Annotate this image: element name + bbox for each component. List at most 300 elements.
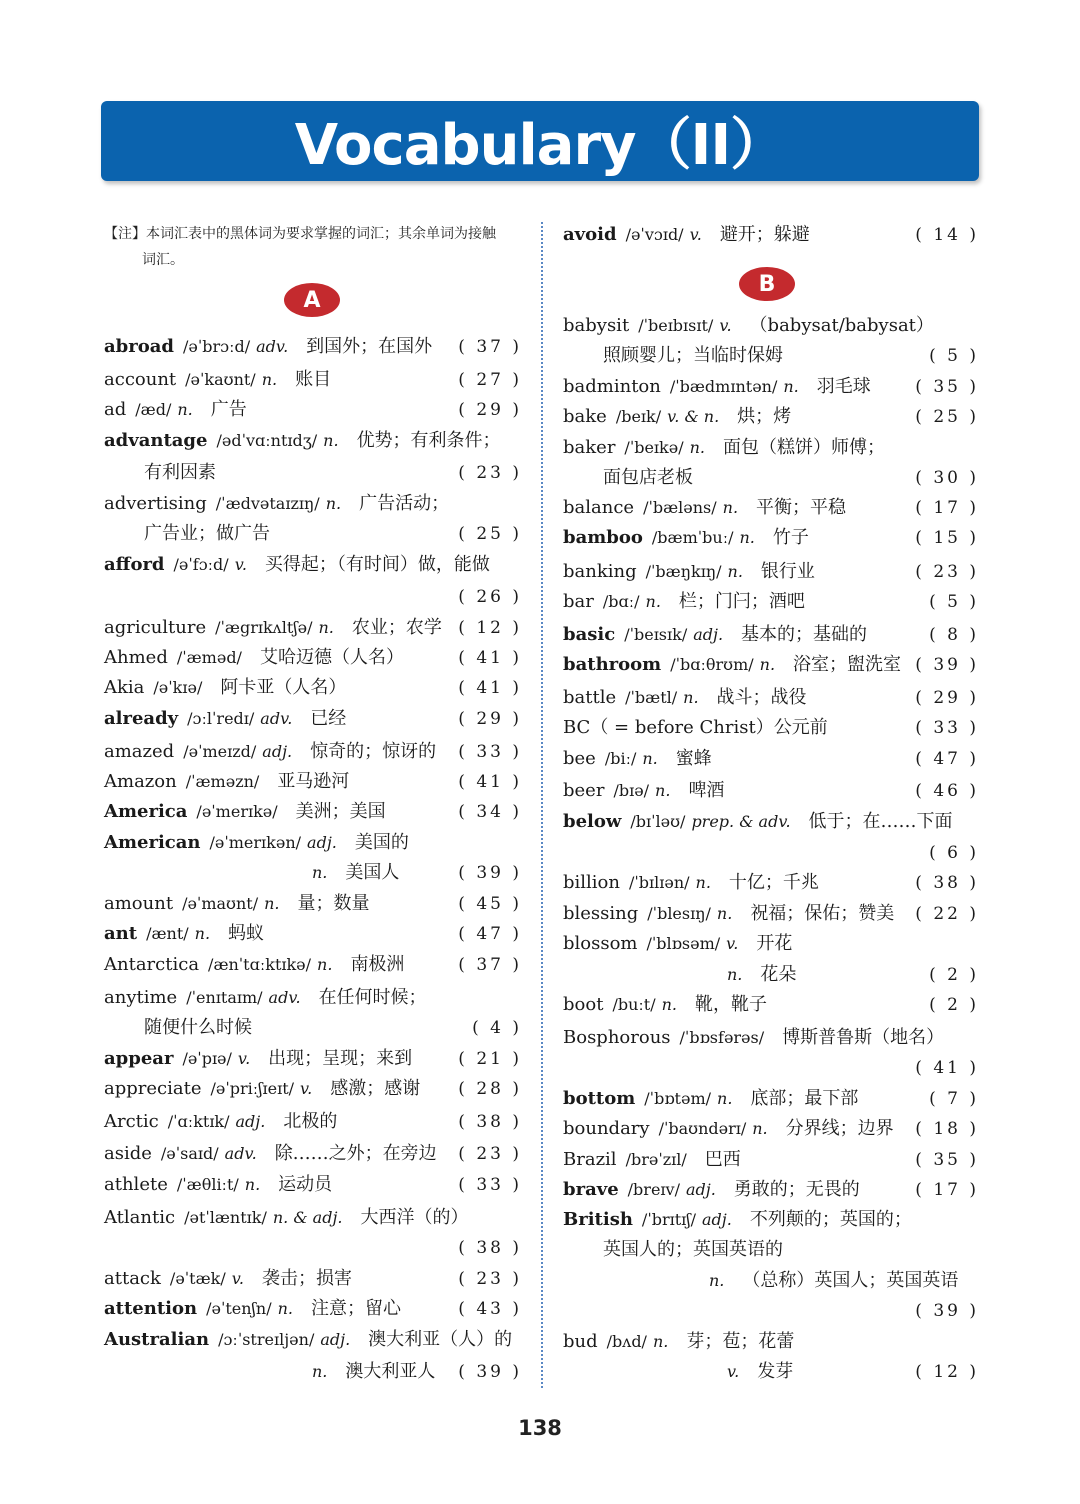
vocab-row (563, 493, 979, 523)
vocab-row (104, 828, 522, 858)
vocab-part-of-speech: adj. (685, 1180, 716, 1199)
vocab-page-ref: ( 14 ) (915, 225, 979, 245)
vocab-phonetic: /ˈbætl/ (625, 688, 678, 707)
vocab-phonetic: /bɪˈləʊ/ (630, 812, 686, 831)
vocab-phonetic: /ˈbeɪbɪsɪt/ (638, 316, 714, 335)
vocab-word: already (104, 708, 179, 729)
vocab-page-ref: ( 35 ) (915, 377, 979, 397)
vocab-part-of-speech: adv. (256, 337, 289, 356)
vocab-part-of-speech: adj. (693, 625, 724, 644)
vocab-part-of-speech: adv. (224, 1144, 257, 1163)
vocab-page-ref: ( 29 ) (458, 400, 522, 420)
vocab-meaning: 蜜蜂 (675, 748, 712, 769)
vocab-part-of-speech: n. (642, 749, 658, 768)
vocab-phonetic: /æd/ (135, 400, 172, 419)
vocab-phonetic: /ænˈtɑːktɪkə/ (208, 955, 312, 974)
vocab-meaning: 开花 (756, 933, 793, 954)
vocab-word: bathroom (563, 654, 662, 675)
vocab-meaning: 在任何时候； (318, 987, 427, 1008)
vocab-row (563, 1266, 979, 1296)
vocab-page-ref: ( 17 ) (915, 1180, 979, 1200)
vocab-word: amazed (104, 741, 175, 762)
vocab-page-ref: ( 25 ) (915, 407, 979, 427)
vocab-word: avoid (563, 224, 617, 245)
vocab-word: blossom (563, 933, 638, 954)
vocab-word: advantage (104, 430, 208, 451)
vocab-row (563, 372, 979, 402)
vocab-page-ref: ( 4 ) (472, 1018, 522, 1038)
vocab-phonetic: /əˈtæk/ (169, 1269, 226, 1288)
vocab-part-of-speech: n. (759, 655, 776, 674)
vocab-phonetic: /biː/ (604, 749, 637, 768)
vocab-page-ref: ( 23 ) (458, 463, 522, 483)
vocab-part-of-speech: n. (655, 781, 671, 800)
vocab-meaning: 基本的；基础的 (741, 624, 868, 645)
vocab-phonetic: /ˈæməzn/ (185, 772, 260, 791)
vocab-page-ref: ( 6 ) (929, 843, 979, 863)
vocab-page-ref: ( 7 ) (929, 1089, 979, 1109)
vocab-phonetic: /əˈkaʊnt/ (185, 370, 256, 389)
vocab-page-ref: ( 25 ) (458, 524, 522, 544)
vocab-row (104, 950, 522, 980)
vocab-part-of-speech: n. (652, 1332, 669, 1351)
vocab-page-ref: ( 18 ) (915, 1119, 979, 1139)
vocab-meaning: 美国人 (345, 862, 400, 883)
vocab-word: afford (104, 554, 165, 575)
vocab-word: beer (563, 780, 605, 801)
vocab-meaning: 美国的 (354, 832, 409, 853)
vocab-part-of-speech: n. & adj. (272, 1208, 343, 1227)
vocab-row (563, 1175, 979, 1205)
vocab-meaning-continued: 广告业；做广告 (144, 523, 270, 544)
vocab-word: bake (563, 406, 607, 427)
vocab-page-ref: ( 26 ) (458, 587, 522, 607)
vocab-meaning: 面包（糕饼）师傅； (722, 437, 885, 458)
vocab-row (104, 1170, 522, 1200)
vocab-meaning: 美洲；美国 (295, 801, 386, 822)
vocab-word: attention (104, 1298, 198, 1319)
vocab-row (104, 1139, 522, 1169)
vocab-meaning: 南极洲 (350, 954, 405, 975)
page-number: 138 (518, 1416, 562, 1440)
vocab-row (104, 704, 522, 734)
vocab-word: baker (563, 437, 616, 458)
vocab-meaning: 花朵 (760, 964, 797, 985)
vocab-row (104, 426, 522, 456)
vocab-part-of-speech: prep. & adv. (691, 812, 791, 831)
vocab-phonetic: /ˈbædmɪntən/ (669, 377, 778, 396)
vocab-meaning: （总称）英国人；英国英语 (742, 1270, 959, 1291)
vocab-page-ref: ( 30 ) (915, 468, 979, 488)
vocab-phonetic: /əˈmeɪzd/ (183, 742, 257, 761)
vocab-phonetic: /ˈblesɪŋ/ (647, 904, 711, 923)
vocab-page-ref: ( 23 ) (458, 1144, 522, 1164)
vocab-phonetic: /əˈpɪə/ (182, 1049, 232, 1068)
vocab-phonetic: /ˈbrɪtɪʃ/ (641, 1210, 696, 1229)
vocab-part-of-speech: n. (727, 562, 743, 581)
vocab-row (104, 767, 522, 797)
vocab-row (104, 519, 522, 549)
vocab-row (563, 1235, 979, 1265)
vocab-part-of-speech: n. (739, 528, 755, 547)
vocab-row (104, 919, 522, 949)
vocab-word: Antarctica (104, 954, 200, 975)
vocab-page-ref: ( 29 ) (915, 688, 979, 708)
vocab-part-of-speech: n. (661, 995, 677, 1014)
vocab-meaning: 北极的 (283, 1111, 338, 1132)
vocab-part-of-speech: n. (244, 1175, 261, 1194)
vocab-page-ref: ( 27 ) (458, 370, 522, 390)
vocab-meaning: 浴室；盥洗室 (793, 654, 902, 675)
vocab-word: Akia (104, 677, 145, 698)
vocab-phonetic: /əˈfɔːd/ (173, 555, 229, 574)
vocab-word: appear (104, 1048, 174, 1069)
vocab-meaning: 澳大利亚（人）的 (368, 1329, 513, 1350)
vocab-phonetic: /ədˈvɑːntɪdʒ/ (216, 431, 318, 450)
vocab-word: boot (563, 994, 604, 1015)
vocab-meaning: 低于；在……下面 (808, 811, 953, 832)
vocab-part-of-speech: v. (727, 1362, 740, 1381)
column-divider (541, 222, 543, 1388)
vocab-meaning: 羽毛球 (816, 376, 871, 397)
vocab-meaning: （babysat/babysat） (749, 315, 934, 336)
vocab-page-ref: ( 34 ) (458, 802, 522, 822)
vocab-row (104, 1233, 522, 1263)
vocab-page-ref: ( 39 ) (915, 655, 979, 675)
vocab-page-ref: ( 38 ) (915, 873, 979, 893)
vocab-page-ref: ( 12 ) (458, 618, 522, 638)
vocab-phonetic: /buːt/ (612, 995, 656, 1014)
vocab-meaning: 底部；最下部 (750, 1088, 859, 1109)
vocab-phonetic: /bɪə/ (613, 781, 650, 800)
vocab-meaning: 勇敢的；无畏的 (733, 1179, 860, 1200)
vocab-row (104, 395, 522, 425)
page-title: Vocabulary（II） (294, 113, 786, 178)
vocab-part-of-speech: adj. (702, 1210, 732, 1229)
vocab-page-ref: ( 37 ) (458, 955, 522, 975)
vocab-page-ref: ( 23 ) (915, 562, 979, 582)
vocab-page-ref: ( 41 ) (458, 648, 522, 668)
vocab-row (104, 889, 522, 919)
vocab-meaning: 到国外；在国外 (306, 336, 433, 357)
vocab-page-ref: ( 38 ) (458, 1112, 522, 1132)
vocab-word: anytime (104, 987, 178, 1008)
vocab-phonetic: /brəˈzɪl/ (625, 1150, 687, 1169)
vocab-page-ref: ( 38 ) (458, 1238, 522, 1258)
vocab-row (563, 1084, 979, 1114)
vocab-meaning: 芽；苞；花蕾 (686, 1331, 795, 1352)
vocab-row (563, 463, 979, 493)
vocab-word: bud (563, 1331, 598, 1352)
vocab-phonetic: /bæmˈbuː/ (651, 528, 734, 547)
vocab-meaning: 阿卡亚（人名） (220, 677, 347, 698)
vocab-row (563, 744, 979, 774)
vocab-meaning: 亚马逊河 (277, 771, 350, 792)
vocab-part-of-speech: n. (261, 370, 278, 389)
vocab-phonetic: /bʌd/ (606, 1332, 647, 1351)
vocab-part-of-speech: n. (317, 955, 333, 974)
vocab-word: advertising (104, 493, 207, 514)
vocab-phonetic: /ˈɑːktɪk/ (167, 1112, 230, 1131)
vocab-row (563, 620, 979, 650)
vocab-row (563, 1023, 979, 1053)
vocab-meaning: 蚂蚁 (228, 923, 265, 944)
vocab-meaning-continued: 照顾婴儿；当临时保姆 (603, 345, 783, 366)
vocab-page-ref: ( 33 ) (915, 718, 979, 738)
vocab-phonetic: /ˈbaʊndərɪ/ (658, 1119, 747, 1138)
vocab-part-of-speech: n. (645, 592, 661, 611)
note-line-1: 【注】本词汇表中的黑体词为要求掌握的词汇；其余单词为接触 (104, 226, 496, 242)
vocab-word: abroad (104, 336, 174, 357)
vocab-page-ref: ( 5 ) (929, 592, 979, 612)
vocab-page-ref: ( 47 ) (915, 749, 979, 769)
vocab-row (563, 557, 979, 587)
title-banner (101, 101, 979, 181)
vocab-phonetic: /ˈbæŋkɪŋ/ (645, 562, 722, 581)
vocab-word: Bosphorous (563, 1027, 671, 1048)
vocab-word: appreciate (104, 1078, 202, 1099)
vocab-phonetic: /ɔːlˈredɪ/ (187, 709, 255, 728)
vocab-row (104, 1264, 522, 1294)
vocab-page-ref: ( 35 ) (915, 1150, 979, 1170)
vocab-row (563, 220, 979, 250)
vocab-page-ref: ( 41 ) (915, 1058, 979, 1078)
vocab-row (104, 983, 522, 1013)
vocab-phonetic: /əˈmaʊnt/ (182, 894, 259, 913)
vocab-word: bee (563, 748, 596, 769)
vocab-phonetic: /əˈsaɪd/ (160, 1144, 219, 1163)
vocab-part-of-speech: adj. (307, 833, 337, 852)
vocab-phonetic: /ˈæməd/ (176, 648, 242, 667)
vocab-word: blessing (563, 903, 639, 924)
vocab-word: Australian (104, 1329, 210, 1350)
vocab-row (104, 458, 522, 488)
vocab-row (563, 990, 979, 1020)
vocab-phonetic: /əˈmerɪkə/ (196, 802, 278, 821)
vocab-row (563, 311, 979, 341)
vocab-part-of-speech: n. (683, 688, 699, 707)
vocab-meaning: 账目 (295, 369, 332, 390)
vocab-row (563, 929, 979, 959)
vocab-part-of-speech: adj. (320, 1330, 351, 1349)
vocab-row (563, 899, 979, 929)
vocab-word: badminton (563, 376, 661, 397)
vocab-meaning: 澳大利亚人 (345, 1361, 436, 1382)
vocab-page-ref: ( 41 ) (458, 772, 522, 792)
vocab-part-of-speech: n. (312, 863, 328, 882)
vocab-word: banking (563, 561, 637, 582)
vocab-page-ref: ( 33 ) (458, 1175, 522, 1195)
vocab-row (104, 1203, 522, 1233)
vocab-word: battle (563, 687, 617, 708)
vocab-page-ref: ( 5 ) (929, 346, 979, 366)
vocab-page-ref: ( 23 ) (458, 1269, 522, 1289)
vocab-row (563, 402, 979, 432)
vocab-meaning: 靴，靴子 (694, 994, 767, 1015)
vocab-meaning: 博斯普鲁斯（地名） (782, 1027, 945, 1048)
vocab-word: billion (563, 872, 620, 893)
vocab-part-of-speech: n. (695, 873, 711, 892)
vocab-meaning: 广告 (210, 399, 247, 420)
note-line-2: 词汇。 (142, 252, 184, 268)
vocab-word: Atlantic (104, 1207, 176, 1228)
vocab-row (563, 713, 979, 743)
vocab-meaning-continued: 随便什么时候 (144, 1017, 252, 1038)
vocab-row (104, 643, 522, 673)
vocab-word: bamboo (563, 527, 643, 548)
vocab-row (563, 650, 979, 680)
vocab-page-ref: ( 22 ) (915, 904, 979, 924)
vocab-page-ref: ( 17 ) (915, 498, 979, 518)
vocab-page-ref: ( 47 ) (458, 924, 522, 944)
vocab-phonetic: /ˈæθliːt/ (176, 1175, 239, 1194)
vocab-part-of-speech: n. (752, 1119, 768, 1138)
vocab-part-of-speech: n. (277, 1299, 293, 1318)
vocab-page-ref: ( 12 ) (915, 1362, 979, 1382)
vocab-part-of-speech: n. (717, 1089, 733, 1108)
vocab-phonetic: /əˈmerɪkən/ (209, 833, 302, 852)
vocab-word: Amazon (104, 771, 177, 792)
vocab-meaning: 注意；留心 (310, 1298, 401, 1319)
vocab-row (104, 1013, 522, 1043)
vocab-meaning: 不列颠的；英国的； (749, 1209, 912, 1230)
vocab-meaning-continued: 有利因素 (144, 462, 216, 483)
vocab-row (563, 341, 979, 371)
vocab-row (563, 1114, 979, 1144)
vocab-row (563, 838, 979, 868)
vocab-part-of-speech: adv. (268, 988, 301, 1007)
vocab-meaning-continued: 英国人的；英国英语的 (603, 1239, 783, 1260)
vocab-part-of-speech: n. (716, 904, 733, 923)
vocab-row (104, 858, 522, 888)
vocab-word: American (104, 832, 201, 853)
vocab-part-of-speech: adv. (260, 709, 293, 728)
vocab-phonetic: /ˈædvətaɪzɪŋ/ (215, 494, 320, 513)
vocab-meaning: 烘；烤 (737, 406, 792, 427)
vocab-meaning: 感激；感谢 (330, 1078, 421, 1099)
vocab-row (104, 550, 522, 580)
vocab-page-ref: ( 41 ) (458, 678, 522, 698)
vocab-word: athlete (104, 1174, 168, 1195)
vocab-word: brave (563, 1179, 619, 1200)
vocab-part-of-speech: n. (727, 965, 743, 984)
vocab-word: aside (104, 1143, 152, 1164)
vocab-part-of-speech: n. (323, 431, 339, 450)
vocab-page-ref: ( 33 ) (458, 742, 522, 762)
vocab-row (104, 613, 522, 643)
vocab-row (104, 1294, 522, 1324)
vocab-phonetic: /əˈtenʃn/ (206, 1299, 272, 1318)
vocab-row (563, 683, 979, 713)
vocab-row (563, 587, 979, 617)
vocab-part-of-speech: v. (689, 225, 702, 244)
vocab-row (563, 523, 979, 553)
vocab-page-ref: ( 39 ) (458, 1362, 522, 1382)
vocab-part-of-speech: adj. (262, 742, 293, 761)
vocab-meaning: 祝福；保佑；赞美 (750, 903, 895, 924)
vocab-row (104, 1107, 522, 1137)
vocab-word: bar (563, 591, 594, 612)
vocab-part-of-speech: v. (237, 1049, 251, 1068)
vocab-word: America (104, 801, 188, 822)
vocab-row (563, 807, 979, 837)
vocab-word: attack (104, 1268, 161, 1289)
vocab-page-ref: ( 46 ) (915, 781, 979, 801)
vocab-meaning: 惊奇的；惊讶的 (310, 741, 437, 762)
vocab-part-of-speech: adj. (235, 1112, 266, 1131)
vocab-meaning: 巴西 (704, 1149, 741, 1170)
vocab-word: BC（ = before Christ）公元前 (563, 717, 828, 738)
vocab-word: Arctic (104, 1111, 159, 1132)
vocab-meaning: 栏；门闩；酒吧 (678, 591, 805, 612)
vocab-meaning: 战斗；战役 (716, 687, 807, 708)
vocab-meaning: 大西洋（的） (360, 1207, 469, 1228)
vocab-word: balance (563, 497, 635, 518)
vocab-row (104, 365, 522, 395)
vocab-part-of-speech: n. (194, 924, 211, 943)
vocab-part-of-speech: v. & n. (667, 407, 720, 426)
vocab-row (104, 1044, 522, 1074)
vocab-part-of-speech: n. (722, 498, 739, 517)
vocab-part-of-speech: n. (264, 894, 280, 913)
vocab-page-ref: ( 39 ) (915, 1301, 979, 1321)
vocab-row (563, 776, 979, 806)
vocab-phonetic: /beɪk/ (615, 407, 662, 426)
vocab-row (104, 737, 522, 767)
vocab-phonetic: /əˈbrɔːd/ (183, 337, 251, 356)
vocab-part-of-speech: n. (177, 400, 193, 419)
vocab-page-ref: ( 39 ) (458, 863, 522, 883)
vocab-meaning: 除……之外；在旁边 (274, 1143, 437, 1164)
vocab-word: ant (104, 923, 138, 944)
vocab-phonetic: /əˈvɔɪd/ (625, 225, 684, 244)
vocab-phonetic: /ˈbɒsfərəs/ (679, 1028, 765, 1047)
vocab-part-of-speech: v. (300, 1079, 313, 1098)
vocab-meaning: 袭击；损害 (261, 1268, 352, 1289)
vocab-meaning: 广告活动； (359, 493, 450, 514)
vocab-row (563, 1357, 979, 1387)
vocab-part-of-speech: n. (709, 1271, 725, 1290)
vocab-phonetic: /ˈenɪtaɪm/ (186, 988, 263, 1007)
vocab-word: amount (104, 893, 174, 914)
vocab-part-of-speech: v. (726, 934, 739, 953)
vocab-part-of-speech: v. (231, 1269, 244, 1288)
vocab-phonetic: /ˈbæləns/ (643, 498, 717, 517)
vocab-row (104, 489, 522, 519)
vocab-word: agriculture (104, 617, 207, 638)
vocab-word: below (563, 811, 622, 832)
vocab-phonetic: /ˈbɒtəm/ (644, 1089, 712, 1108)
vocab-meaning: 避开；躲避 (719, 224, 810, 245)
vocab-page-ref: ( 21 ) (458, 1049, 522, 1069)
vocab-phonetic: /ˈbeɪkə/ (624, 438, 684, 457)
vocab-page-ref: ( 29 ) (458, 709, 522, 729)
vocab-meaning: 出现；呈现；来到 (268, 1048, 413, 1069)
vocab-phonetic: /ɔːˈstreɪljən/ (218, 1330, 315, 1349)
vocab-meaning: 已经 (310, 708, 347, 729)
note (104, 221, 524, 273)
vocab-row (104, 332, 522, 362)
vocab-word: bottom (563, 1088, 636, 1109)
vocab-word: account (104, 369, 177, 390)
vocab-phonetic: /əˈkɪə/ (153, 678, 203, 697)
vocab-phonetic: /ˈbeɪsɪk/ (624, 625, 688, 644)
vocab-row (104, 1325, 522, 1355)
vocab-part-of-speech: n. (783, 377, 799, 396)
vocab-page-ref: ( 2 ) (929, 965, 979, 985)
vocab-word: British (563, 1209, 633, 1230)
vocab-meaning: 买得起；（有时间）做，能做 (264, 554, 490, 575)
